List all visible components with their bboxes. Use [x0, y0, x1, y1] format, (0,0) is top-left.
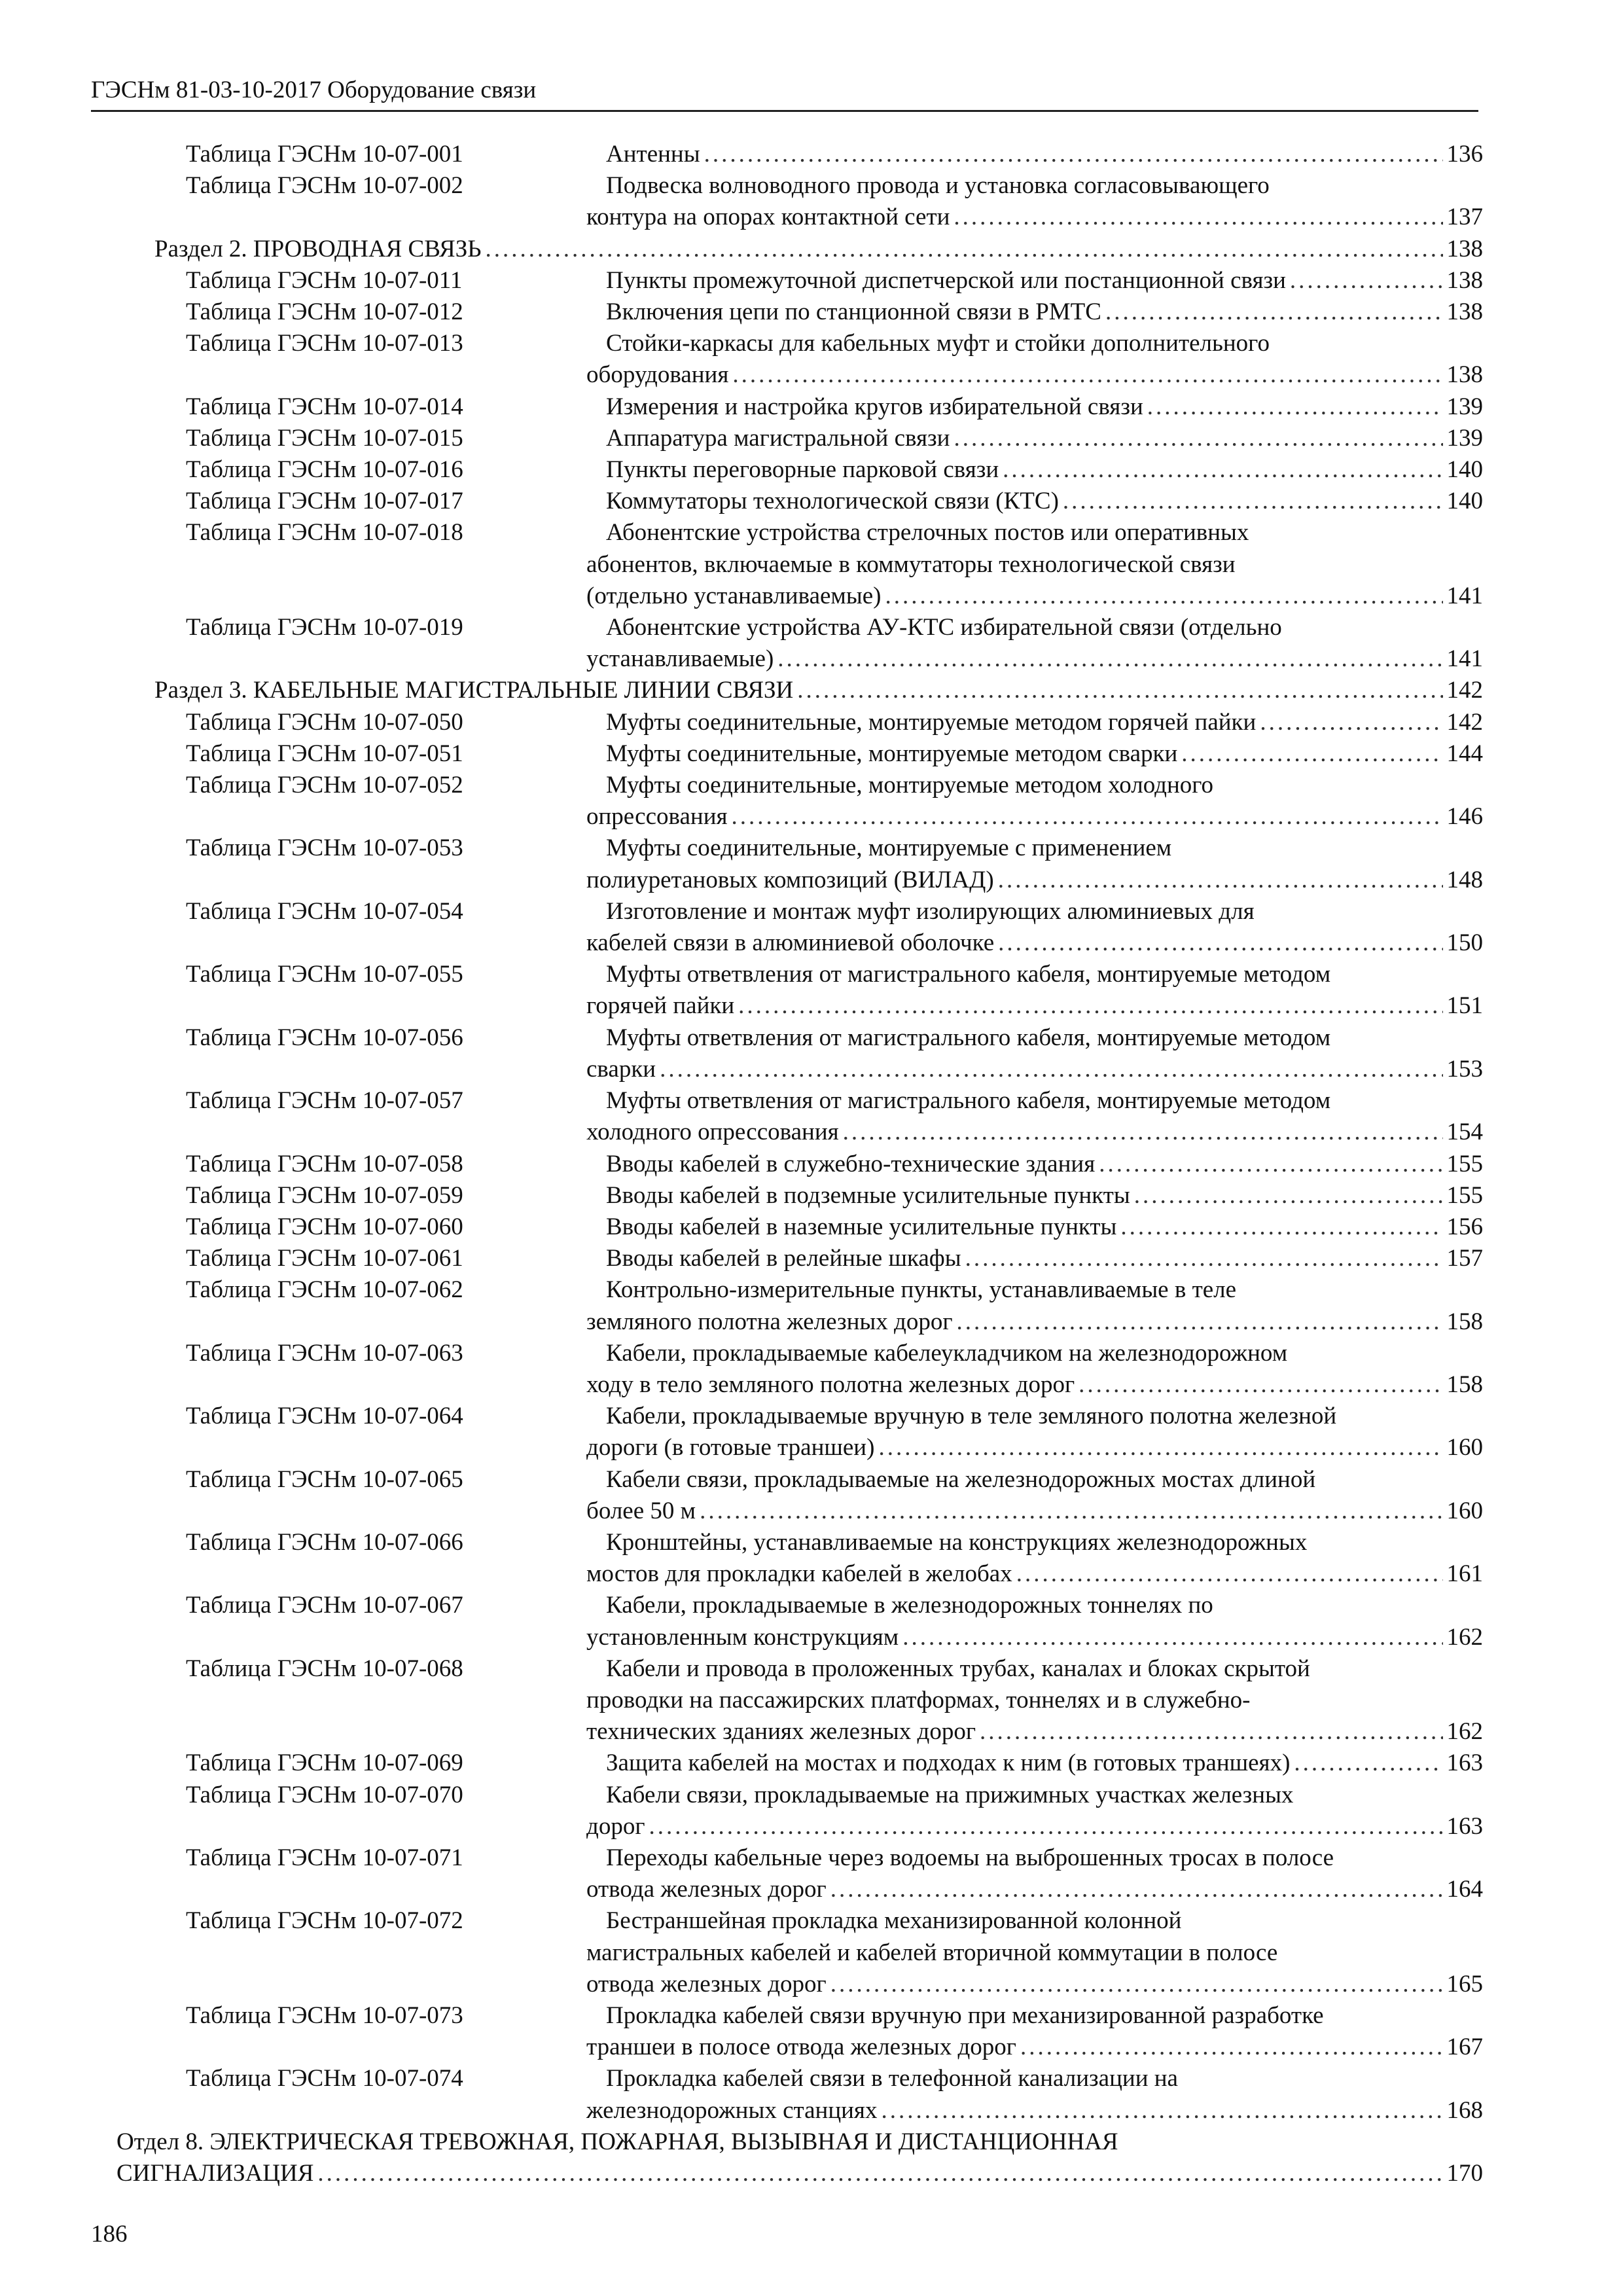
- dot-leader: [1105, 296, 1443, 320]
- toc-table-entry[interactable]: [154, 517, 1483, 612]
- toc-page-number: 160: [1446, 1497, 1483, 1524]
- toc-entry-label: Таблица ГЭСНм 10-07-060: [186, 1213, 463, 1240]
- dot-leader: [732, 801, 1443, 825]
- toc-entry-title: Кабели связи, прокладываемые на прижимных участках железных: [606, 1781, 1294, 1808]
- toc-table-entry[interactable]: [154, 1748, 1483, 1779]
- toc-entry-label: Таблица ГЭСНм 10-07-062: [186, 1276, 463, 1304]
- document-title: ГЭСНм 81-03-10-2017 Оборудование связи: [91, 77, 537, 103]
- toc-table-entry[interactable]: [154, 139, 1483, 170]
- toc-entry-label: Таблица ГЭСНм 10-07-056: [186, 1024, 463, 1051]
- dot-leader: [1134, 1180, 1443, 1204]
- toc-entry-title: кабелей связи в алюминиевой оболочке: [586, 929, 995, 957]
- toc-table-entry[interactable]: [154, 1211, 1483, 1243]
- dot-leader: [954, 423, 1442, 446]
- toc-table-entry[interactable]: [154, 1274, 1483, 1337]
- toc-table-entry[interactable]: [154, 1180, 1483, 1211]
- toc-page-number: 136: [1446, 141, 1483, 168]
- toc-entry-title: Отдел 8. ЭЛЕКТРИЧЕСКАЯ ТРЕВОЖНАЯ, ПОЖАРНАЯ, ВЫЗЫВНАЯ И ДИСТАНЦИОННАЯ: [116, 2128, 1118, 2155]
- toc-entry-title: дорог: [586, 1812, 645, 1840]
- toc-page-number: 153: [1446, 1055, 1483, 1083]
- dot-leader: [1181, 738, 1442, 762]
- toc-page-number: 160: [1446, 1434, 1483, 1462]
- toc-entry-title: Защита кабелей на мостах и подходах к ним (в готовых траншеях): [606, 1749, 1291, 1777]
- dot-leader: [954, 202, 1442, 225]
- dot-leader: [704, 139, 1443, 162]
- toc-page-number: 165: [1446, 1970, 1483, 1998]
- toc-entry-title: Кабели связи, прокладываемые на железнодорожных мостах длиной: [606, 1465, 1316, 1493]
- toc-entry-label: Таблица ГЭСНм 10-07-052: [186, 772, 463, 799]
- dot-leader: [830, 1969, 1443, 1992]
- toc-table-entry[interactable]: [154, 707, 1483, 738]
- toc-entry-title: Вводы кабелей в подземные усилительные пункты: [606, 1181, 1130, 1209]
- toc-entry-title: Кабели и провода в проложенных трубах, каналах и блоках скрытой: [606, 1655, 1310, 1682]
- toc-page-number: 154: [1446, 1119, 1483, 1146]
- dot-leader: [878, 1432, 1442, 1456]
- toc-entry-label: Таблица ГЭСНм 10-07-001: [186, 141, 463, 168]
- toc-page-number: 161: [1446, 1560, 1483, 1588]
- toc-entry-label: Таблица ГЭСНм 10-07-055: [186, 961, 463, 988]
- dot-leader: [649, 1811, 1443, 1835]
- dot-leader: [1003, 454, 1442, 478]
- toc-entry-title: полиуретановых композиций (ВИЛАД): [586, 866, 994, 893]
- dot-leader: [660, 1054, 1442, 1077]
- toc-entry-label: Таблица ГЭСНм 10-07-013: [186, 330, 463, 357]
- dot-leader: [738, 990, 1442, 1014]
- toc-page-number: 157: [1446, 1245, 1483, 1272]
- dot-leader: [1294, 1748, 1442, 1771]
- toc-entry-label: Таблица ГЭСНм 10-07-074: [186, 2065, 463, 2092]
- toc-table-entry[interactable]: [154, 423, 1483, 454]
- toc-entry-title: Муфты соединительные, монтируемые методом горячей пайки: [606, 708, 1257, 736]
- toc-table-entry[interactable]: [154, 1243, 1483, 1274]
- toc-entry-label: Таблица ГЭСНм 10-07-011: [186, 266, 463, 294]
- toc-section-entry[interactable]: [154, 675, 1483, 706]
- toc-department-entry[interactable]: [116, 2126, 1483, 2189]
- toc-entry-title: Кабели, прокладываемые кабелеукладчиком на железнодорожном: [606, 1339, 1288, 1367]
- toc-entry-label: Таблица ГЭСНм 10-07-066: [186, 1528, 463, 1556]
- toc-entry-title: Муфты соединительные, монтируемые методом сварки: [606, 740, 1178, 767]
- toc-entry-label: Таблица ГЭСНм 10-07-072: [186, 1907, 463, 1935]
- toc-page-number: 158: [1446, 1371, 1483, 1398]
- toc-entry-label: Таблица ГЭСНм 10-07-012: [186, 298, 463, 326]
- toc-table-entry[interactable]: [154, 1085, 1483, 1148]
- toc-entry-title: сварки: [586, 1055, 656, 1083]
- toc-page-number: 148: [1446, 866, 1483, 893]
- toc-page-number: 167: [1446, 2034, 1483, 2061]
- toc-entry-title: Вводы кабелей в служебно-технические здания: [606, 1150, 1096, 1177]
- dot-leader: [843, 1117, 1443, 1140]
- toc-entry-title: ходу в тело земляного полотна железных дорог: [586, 1371, 1075, 1398]
- toc-entry-label: Таблица ГЭСНм 10-07-061: [186, 1245, 463, 1272]
- toc-table-entry[interactable]: [154, 296, 1483, 328]
- page-header: [91, 73, 1478, 112]
- toc-entry-title: мостов для прокладки кабелей в желобах: [586, 1560, 1012, 1588]
- toc-table-entry[interactable]: [154, 170, 1483, 233]
- toc-table-entry[interactable]: [154, 454, 1483, 486]
- toc-entry-title: Абонентские устройства АУ-КТС избирательной связи (отдельно: [606, 614, 1282, 641]
- toc-entry-title: опрессования: [586, 803, 728, 831]
- toc-entry-title: (отдельно устанавливаемые): [586, 582, 882, 609]
- toc-entry-label: Таблица ГЭСНм 10-07-064: [186, 1403, 463, 1430]
- toc-entry-label: Таблица ГЭСНм 10-07-073: [186, 2001, 463, 2029]
- toc-entry-title: Антенны: [606, 141, 700, 168]
- toc-entry-label: Таблица ГЭСНм 10-07-050: [186, 708, 463, 736]
- toc-page-number: 156: [1446, 1213, 1483, 1240]
- toc-page-number: 155: [1446, 1150, 1483, 1177]
- toc-table-entry[interactable]: [154, 1905, 1483, 2000]
- toc-entry-label: Таблица ГЭСНм 10-07-054: [186, 897, 463, 925]
- toc-entry-title: Муфты ответвления от магистрального кабеля, монтируемые методом: [606, 961, 1331, 988]
- toc-entry-label: Таблица ГЭСНм 10-07-070: [186, 1781, 463, 1808]
- toc-entry-label: Таблица ГЭСНм 10-07-015: [186, 424, 463, 452]
- toc-entry-label: Таблица ГЭСНм 10-07-019: [186, 614, 463, 641]
- dot-leader: [881, 2095, 1442, 2119]
- toc-entry-title: Раздел 2. ПРОВОДНАЯ СВЯЗЬ: [154, 235, 482, 262]
- toc-entry-title: Вводы кабелей в наземные усилительные пункты: [606, 1213, 1117, 1240]
- toc-entry-title: Абонентские устройства стрелочных постов или оперативных: [606, 519, 1249, 547]
- toc-entry-title: Прокладка кабелей связи вручную при механизированной разработке: [606, 2001, 1324, 2029]
- dot-leader: [777, 643, 1442, 667]
- toc-page-number: 137: [1446, 204, 1483, 231]
- dot-leader: [486, 234, 1443, 257]
- dot-leader: [1290, 265, 1443, 289]
- toc-page-number: 140: [1446, 456, 1483, 484]
- toc-table-entry[interactable]: [154, 1590, 1483, 1653]
- toc-section-entry[interactable]: [154, 234, 1483, 265]
- toc-entry-title: проводки на пассажирских платформах, тоннелях и в служебно-: [586, 1686, 1251, 1713]
- toc-page-number: 150: [1446, 929, 1483, 957]
- dot-leader: [902, 1622, 1442, 1645]
- toc-entry-title: Муфты ответвления от магистрального кабеля, монтируемые методом: [606, 1087, 1331, 1115]
- dot-leader: [965, 1243, 1443, 1266]
- toc-page-number: 164: [1446, 1876, 1483, 1903]
- toc-page-number: 138: [1446, 361, 1483, 389]
- toc-entry-title: Пункты переговорные парковой связи: [606, 456, 999, 484]
- toc-entry-title: технических зданиях железных дорог: [586, 1718, 976, 1746]
- toc-table-entry[interactable]: [154, 833, 1483, 895]
- toc-entry-title: Контрольно-измерительные пункты, устанавливаемые в теле: [606, 1276, 1237, 1304]
- toc-entry-label: Таблица ГЭСНм 10-07-053: [186, 834, 463, 862]
- toc-entry-title: Аппаратура магистральной связи: [606, 424, 950, 452]
- dot-leader: [957, 1306, 1443, 1330]
- toc-table-entry[interactable]: [154, 1401, 1483, 1463]
- toc-entry-title: Прокладка кабелей связи в телефонной канализации на: [606, 2065, 1178, 2092]
- toc-entry-label: Таблица ГЭСНм 10-07-063: [186, 1339, 463, 1367]
- toc-entry-title: Муфты ответвления от магистрального кабеля, монтируемые методом: [606, 1024, 1331, 1051]
- toc-table-entry[interactable]: [154, 1338, 1483, 1401]
- toc-table-entry[interactable]: [154, 959, 1483, 1022]
- toc-entry-title: холодного опрессования: [586, 1119, 839, 1146]
- toc-page-number: 162: [1446, 1623, 1483, 1651]
- toc-entry-label: Таблица ГЭСНм 10-07-071: [186, 1844, 463, 1871]
- toc-entry-label: Таблица ГЭСНм 10-07-051: [186, 740, 463, 767]
- toc-entry-title: Вводы кабелей в релейные шкафы: [606, 1245, 961, 1272]
- dot-leader: [885, 581, 1442, 604]
- toc-page-number: 138: [1446, 298, 1483, 326]
- dot-leader: [830, 1874, 1443, 1897]
- toc-table-entry[interactable]: [154, 896, 1483, 959]
- toc-entry-label: Таблица ГЭСНм 10-07-065: [186, 1465, 463, 1493]
- toc-table-entry[interactable]: [154, 1653, 1483, 1748]
- dot-leader: [1063, 486, 1443, 509]
- toc-page-number: 170: [1446, 2160, 1483, 2187]
- toc-entry-title: Раздел 3. КАБЕЛЬНЫЕ МАГИСТРАЛЬНЫЕ ЛИНИИ СВЯЗИ: [154, 677, 794, 704]
- toc-table-entry[interactable]: [154, 2000, 1483, 2063]
- dot-leader: [797, 675, 1442, 698]
- toc-entry-title: горячей пайки: [586, 992, 735, 1020]
- dot-leader: [1016, 1558, 1443, 1582]
- toc-page-number: 168: [1446, 2096, 1483, 2124]
- page-number: 186: [91, 2221, 128, 2248]
- toc-page-number: 141: [1446, 645, 1483, 673]
- dot-leader: [700, 1496, 1442, 1519]
- toc-entry-title: Подвеска волноводного провода и установка согласовывающего: [606, 172, 1270, 200]
- toc-table-entry[interactable]: [154, 1022, 1483, 1085]
- toc-entry-label: Таблица ГЭСНм 10-07-059: [186, 1181, 463, 1209]
- dot-leader: [732, 359, 1442, 383]
- toc-table-entry[interactable]: [154, 612, 1483, 675]
- toc-entry-title: более 50 м: [586, 1497, 696, 1524]
- toc-entry-title: Изготовление и монтаж муфт изолирующих алюминиевых для: [606, 897, 1255, 925]
- toc-entry-label: Таблица ГЭСНм 10-07-014: [186, 393, 463, 420]
- toc-entry-title: Кабели, прокладываемые в железнодорожных тоннелях по: [606, 1592, 1213, 1619]
- toc-entry-title: установленным конструкциям: [586, 1623, 899, 1651]
- dot-leader: [1120, 1211, 1442, 1235]
- toc-page-number: 163: [1446, 1812, 1483, 1840]
- toc-table-entry[interactable]: [154, 486, 1483, 517]
- toc-entry-label: Таблица ГЭСНм 10-07-002: [186, 172, 463, 200]
- toc-table-entry[interactable]: [154, 328, 1483, 391]
- toc-entry-title: отвода железных дорог: [586, 1970, 827, 1998]
- dot-leader: [980, 1716, 1442, 1740]
- toc-entry-label: Таблица ГЭСНм 10-07-016: [186, 456, 463, 484]
- toc-entry-label: Таблица ГЭСНм 10-07-058: [186, 1150, 463, 1177]
- toc-entry-title: Муфты соединительные, монтируемые методом холодного: [606, 772, 1214, 799]
- dot-leader: [1079, 1369, 1442, 1393]
- dot-leader: [1147, 391, 1443, 415]
- dot-leader: [998, 927, 1442, 951]
- toc-entry-title: СИГНАЛИЗАЦИЯ: [116, 2160, 314, 2187]
- toc-table-entry[interactable]: [154, 1780, 1483, 1842]
- dot-leader: [998, 865, 1443, 888]
- dot-leader: [1099, 1149, 1442, 1172]
- toc-page-number: 140: [1446, 488, 1483, 515]
- dot-leader: [317, 2158, 1442, 2181]
- toc-entry-title: траншеи в полосе отвода железных дорог: [586, 2034, 1016, 2061]
- dot-leader: [1020, 2032, 1443, 2055]
- toc-entry-title: Включения цепи по станционной связи в РМТС: [606, 298, 1101, 326]
- toc-entry-label: Таблица ГЭСНм 10-07-017: [186, 488, 463, 515]
- toc-entry-title: устанавливаемые): [586, 645, 774, 673]
- toc-page-number: 146: [1446, 803, 1483, 831]
- toc-table-entry[interactable]: [154, 738, 1483, 770]
- toc-entry-title: Бестраншейная прокладка механизированной колонной: [606, 1907, 1182, 1935]
- toc-entry-title: железнодорожных станциях: [586, 2096, 878, 2124]
- toc-table-entry[interactable]: [154, 770, 1483, 833]
- toc-entry-title: абонентов, включаемые в коммутаторы технологической связи: [586, 550, 1236, 578]
- toc-page-number: 142: [1446, 677, 1483, 704]
- toc-entry-title: Коммутаторы технологической связи (КТС): [606, 488, 1059, 515]
- toc-table-entry[interactable]: [154, 1149, 1483, 1180]
- dot-leader: [1260, 707, 1442, 730]
- toc-entry-title: контура на опорах контактной сети: [586, 204, 950, 231]
- toc-page-number: 138: [1446, 266, 1483, 294]
- toc-entry-label: Таблица ГЭСНм 10-07-018: [186, 519, 463, 547]
- toc-entry-label: Таблица ГЭСНм 10-07-057: [186, 1087, 463, 1115]
- toc-page-number: 158: [1446, 1308, 1483, 1335]
- toc-entry-label: Таблица ГЭСНм 10-07-068: [186, 1655, 463, 1682]
- toc-page-number: 155: [1446, 1181, 1483, 1209]
- toc-entry-title: Измерения и настройка кругов избирательной связи: [606, 393, 1143, 420]
- toc-table-entry[interactable]: [154, 1464, 1483, 1527]
- toc-table-entry[interactable]: [154, 391, 1483, 423]
- toc-table-entry[interactable]: [154, 1527, 1483, 1590]
- toc-entry-title: оборудования: [586, 361, 729, 389]
- toc-entry-title: дороги (в готовые траншеи): [586, 1434, 875, 1462]
- toc-page-number: 144: [1446, 740, 1483, 767]
- toc-entry-title: магистральных кабелей и кабелей вторичной коммутации в полосе: [586, 1939, 1278, 1966]
- toc-page-number: 138: [1446, 235, 1483, 262]
- toc-page-number: 142: [1446, 708, 1483, 736]
- toc-page-number: 162: [1446, 1718, 1483, 1746]
- toc-table-entry[interactable]: [154, 2063, 1483, 2126]
- toc-table-entry[interactable]: [154, 265, 1483, 296]
- toc-page-number: 139: [1446, 424, 1483, 452]
- toc-entry-label: Таблица ГЭСНм 10-07-069: [186, 1749, 463, 1777]
- toc-table-entry[interactable]: [154, 1842, 1483, 1905]
- toc-entry-title: Кабели, прокладываемые вручную в теле земляного полотна железной: [606, 1403, 1337, 1430]
- toc-entry-title: Стойки-каркасы для кабельных муфт и стойки дополнительного: [606, 330, 1270, 357]
- toc-entry-title: отвода железных дорог: [586, 1876, 827, 1903]
- toc-entry-title: Переходы кабельные через водоемы на выброшенных тросах в полосе: [606, 1844, 1334, 1871]
- table-of-contents: [116, 139, 1483, 2189]
- toc-entry-title: земляного полотна железных дорог: [586, 1308, 953, 1335]
- toc-entry-title: Муфты соединительные, монтируемые с применением: [606, 834, 1172, 862]
- toc-page-number: 151: [1446, 992, 1483, 1020]
- toc-page-number: 141: [1446, 582, 1483, 609]
- toc-entry-title: Пункты промежуточной диспетчерской или постанционной связи: [606, 266, 1286, 294]
- toc-page-number: 139: [1446, 393, 1483, 420]
- toc-entry-label: Таблица ГЭСНм 10-07-067: [186, 1592, 463, 1619]
- toc-page-number: 163: [1446, 1749, 1483, 1777]
- toc-entry-title: Кронштейны, устанавливаемые на конструкциях железнодорожных: [606, 1528, 1308, 1556]
